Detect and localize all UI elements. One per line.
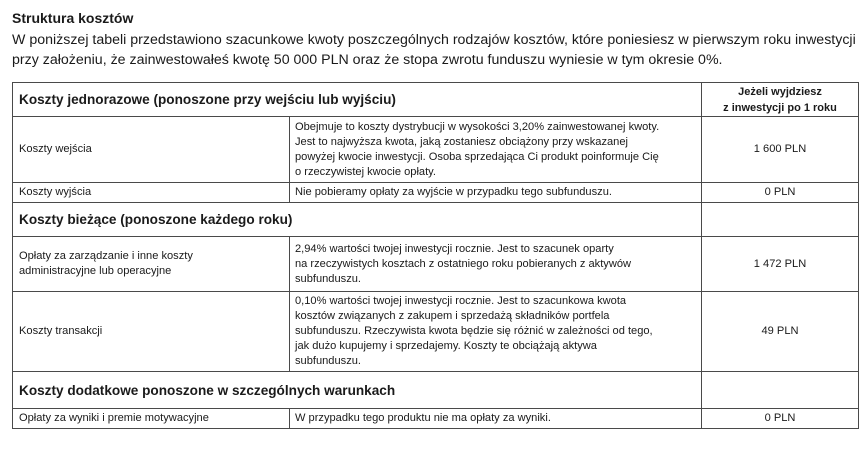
section-heading-incidental: Koszty dodatkowe ponoszone w szczególnych warunkach [13,372,702,409]
row-label-entry: Koszty wejścia [13,117,290,183]
exit-header-line-2: z inwestycji po 1 roku [723,101,837,114]
section-heading-one-off: Koszty jednorazowe (ponoszone przy wejściu lub wyjściu) [13,83,702,117]
row-amount-performance: 0 PLN [702,409,859,429]
row-label-exit: Koszty wyjścia [13,183,290,203]
section-title: Struktura kosztów [12,10,134,26]
table-row-entry-costs [13,117,859,183]
desc-line: o rzeczywistej kwocie opłaty. [295,165,436,178]
desc-line: 2,94% wartości twojej inwestycji rocznie. Jest to szacunek oparty [295,242,614,255]
desc-line: na rzeczywistych kosztach z ostatniego roku pobieranych z aktywów [295,257,632,270]
section-empty-cell [702,203,859,237]
row-amount-entry: 1 600 PLN [702,117,859,183]
row-label-transaction: Koszty transakcji [13,292,290,372]
row-amount-management: 1 472 PLN [702,237,859,292]
row-desc-exit [290,183,702,203]
table-row-exit-costs [13,183,859,203]
desc-line: subfunduszu. [295,272,361,285]
row-amount-exit: 0 PLN [702,183,859,203]
row-desc-transaction [290,292,702,372]
desc-line: Nie pobieramy opłaty za wyjście w przypadku tego subfunduszu. [295,186,612,198]
section-heading-ongoing: Koszty bieżące (ponoszone każdego roku) [13,203,702,237]
label-line: administracyjne lub operacyjne [19,265,172,277]
desc-line: kosztów związanych z zakupem i sprzedażą składników portfela [295,310,610,322]
table-row-performance-fees [13,409,859,429]
desc-line: 0,10% wartości twojej inwestycji rocznie. Jest to szacunkowa kwota [295,295,627,307]
desc-line: Obejmuje to koszty dystrybucji w wysokości 3,20% zainwestowanej kwoty. [295,120,660,133]
section-empty-cell [702,372,859,409]
desc-line: powyżej kwocie inwestycji. Osoba sprzedająca Ci produkt poinformuje Cię [295,150,659,163]
intro-paragraph: W poniższej tabeli przedstawiono szacunkowe kwoty poszczególnych rodzajów kosztów, które poniesiesz w pierwszym roku inwestycji przy założeniu, że zainwestowałeś kwotę 50 000 PLN oraz że stopa zwrotu funduszu wyniesie w tym okresie 0%. [12,32,856,68]
desc-line: jak dużo kupujemy i sprzedajemy. Koszty te obciążają aktywa [295,340,597,352]
table-row-management-fees [13,237,859,292]
section-row-ongoing [13,203,859,237]
desc-line: subfunduszu. [295,355,361,367]
row-label-performance: Opłaty za wyniki i premie motywacyjne [13,409,290,429]
section-row-one-off [13,83,859,117]
label-line: Opłaty za zarządzanie i inne koszty [19,250,193,262]
desc-line: subfunduszu. Rzeczywista kwota będzie się różnić w zależności od tego, [295,325,653,337]
desc-line: Jest to najwyższa kwota, jaką zostaniesz obciążony przy wskazanej [295,135,628,148]
row-amount-transaction: 49 PLN [702,292,859,372]
row-desc-management [290,237,702,292]
table-row-transaction-costs [13,292,859,372]
exit-header-line-1: Jeżeli wyjdziesz [738,85,822,98]
row-desc-entry [290,117,702,183]
section-row-incidental [13,372,859,409]
row-desc-performance [290,409,702,429]
cost-table [12,82,859,429]
row-label-management [13,237,290,292]
exit-after-1-year-header [702,83,859,117]
desc-line: W przypadku tego produktu nie ma opłaty za wyniki. [295,412,551,424]
